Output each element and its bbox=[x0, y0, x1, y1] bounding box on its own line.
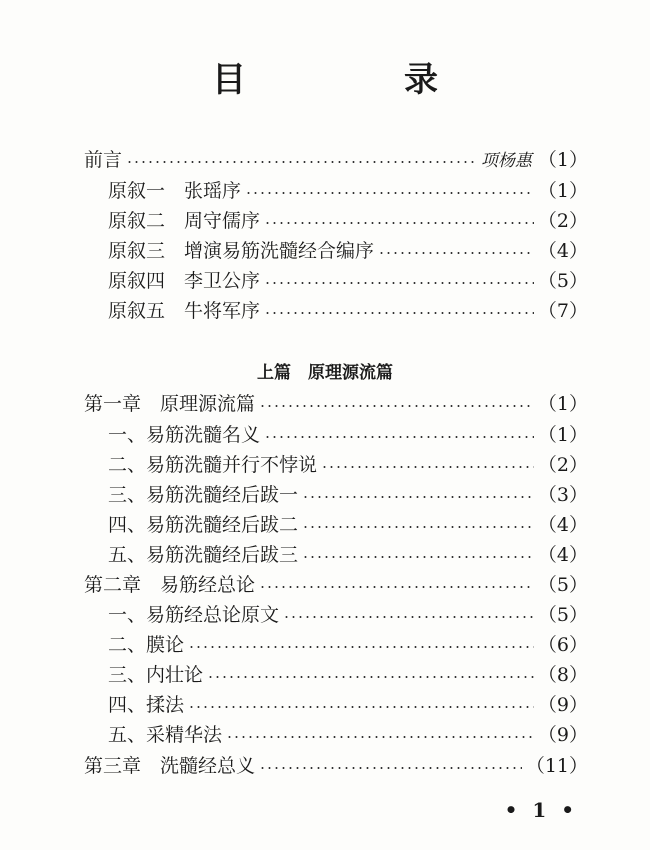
toc-entry-page: （7） bbox=[537, 299, 588, 322]
toc-entry[interactable] bbox=[108, 539, 588, 567]
toc-entry[interactable] bbox=[108, 449, 588, 477]
toc-entry[interactable] bbox=[84, 144, 588, 172]
leader-dots bbox=[302, 556, 534, 558]
page-title: 目 录 bbox=[212, 60, 500, 100]
leader-dots bbox=[259, 405, 534, 407]
leader-dots bbox=[283, 616, 534, 618]
leader-dots bbox=[126, 161, 477, 163]
toc-entry[interactable] bbox=[108, 419, 588, 447]
toc-entry-label: 原叙四 李卫公序 bbox=[108, 269, 261, 292]
toc-entry[interactable] bbox=[108, 509, 588, 537]
page-number: • 1 • bbox=[504, 798, 578, 822]
toc-entry-page: （5） bbox=[537, 269, 588, 292]
toc-entry-page: （1） bbox=[537, 423, 588, 446]
toc-entry-page: （8） bbox=[537, 663, 588, 686]
toc-entry-page: （1） bbox=[537, 179, 588, 202]
leader-dots bbox=[259, 767, 522, 769]
toc-entry[interactable] bbox=[108, 295, 588, 323]
toc-entry-author: 项杨惠 bbox=[480, 150, 532, 171]
toc-entry-label: 五、采精华法 bbox=[108, 723, 223, 746]
toc-entry-page: （5） bbox=[537, 603, 588, 626]
toc-entry-label: 四、易筋洗髓经后跋二 bbox=[108, 513, 299, 536]
toc-entry-page: （6） bbox=[537, 633, 588, 656]
toc-entry[interactable] bbox=[108, 479, 588, 507]
leader-dots bbox=[264, 282, 534, 284]
leader-dots bbox=[302, 526, 534, 528]
leader-dots bbox=[207, 676, 534, 678]
toc-entry-label: 原叙五 牛将军序 bbox=[108, 299, 261, 322]
toc-entry[interactable] bbox=[108, 659, 588, 687]
toc-entry-page: （2） bbox=[537, 209, 588, 232]
toc-entry-page: （4） bbox=[537, 239, 588, 262]
leader-dots bbox=[188, 646, 534, 648]
toc-entry-page: （3） bbox=[537, 483, 588, 506]
toc-entry-page: （1） bbox=[537, 148, 588, 171]
leader-dots bbox=[226, 736, 534, 738]
leader-dots bbox=[321, 466, 534, 468]
toc-entry[interactable] bbox=[84, 388, 588, 416]
toc-entry[interactable] bbox=[108, 235, 588, 263]
toc-entry-label: 三、易筋洗髓经后跋一 bbox=[108, 483, 299, 506]
leader-dots bbox=[264, 312, 534, 314]
toc-entry-page: （11） bbox=[525, 754, 588, 777]
leader-dots bbox=[378, 252, 534, 254]
leader-dots bbox=[302, 496, 534, 498]
leader-dots bbox=[259, 586, 534, 588]
toc-entry[interactable] bbox=[108, 205, 588, 233]
toc-entry-label: 第三章 洗髓经总义 bbox=[84, 754, 256, 777]
toc-entry-label: 原叙一 张瑶序 bbox=[108, 179, 242, 202]
toc-entry[interactable] bbox=[108, 629, 588, 657]
toc-entry-page: （9） bbox=[537, 723, 588, 746]
toc-entry-page: （4） bbox=[537, 513, 588, 536]
section-heading: 上篇 原理源流篇 bbox=[257, 363, 393, 383]
toc-entry-label: 四、揉法 bbox=[108, 693, 185, 716]
toc-entry[interactable] bbox=[108, 689, 588, 717]
toc-entry-page: （5） bbox=[537, 573, 588, 596]
toc-entry-label: 一、易筋洗髓名义 bbox=[108, 423, 261, 446]
toc-entry[interactable] bbox=[84, 569, 588, 597]
leader-dots bbox=[264, 222, 534, 224]
toc-entry-label: 二、膜论 bbox=[108, 633, 185, 656]
toc-entry-page: （2） bbox=[537, 453, 588, 476]
toc-entry-label: 原叙二 周守儒序 bbox=[108, 209, 261, 232]
toc-entry-label: 第一章 原理源流篇 bbox=[84, 392, 256, 415]
toc-entry[interactable] bbox=[108, 599, 588, 627]
toc-entry[interactable] bbox=[108, 719, 588, 747]
toc-entry-label: 二、易筋洗髓并行不悖说 bbox=[108, 453, 318, 476]
leader-dots bbox=[188, 706, 534, 708]
toc-entry-label: 一、易筋经总论原文 bbox=[108, 603, 280, 626]
toc-entry-page: （9） bbox=[537, 693, 588, 716]
leader-dots bbox=[245, 192, 534, 194]
toc-entry[interactable] bbox=[108, 175, 588, 203]
toc-entry-label: 五、易筋洗髓经后跋三 bbox=[108, 543, 299, 566]
toc-entry-label: 原叙三 增演易筋洗髓经合编序 bbox=[108, 239, 375, 262]
toc-entry-label: 前言 bbox=[84, 148, 123, 171]
toc-entry[interactable] bbox=[84, 750, 588, 778]
toc-entry-label: 三、内壮论 bbox=[108, 663, 204, 686]
toc-entry-label: 第二章 易筋经总论 bbox=[84, 573, 256, 596]
leader-dots bbox=[264, 436, 534, 438]
toc-entry-page: （4） bbox=[537, 543, 588, 566]
toc-entry-page: （1） bbox=[537, 392, 588, 415]
toc-entry[interactable] bbox=[108, 265, 588, 293]
